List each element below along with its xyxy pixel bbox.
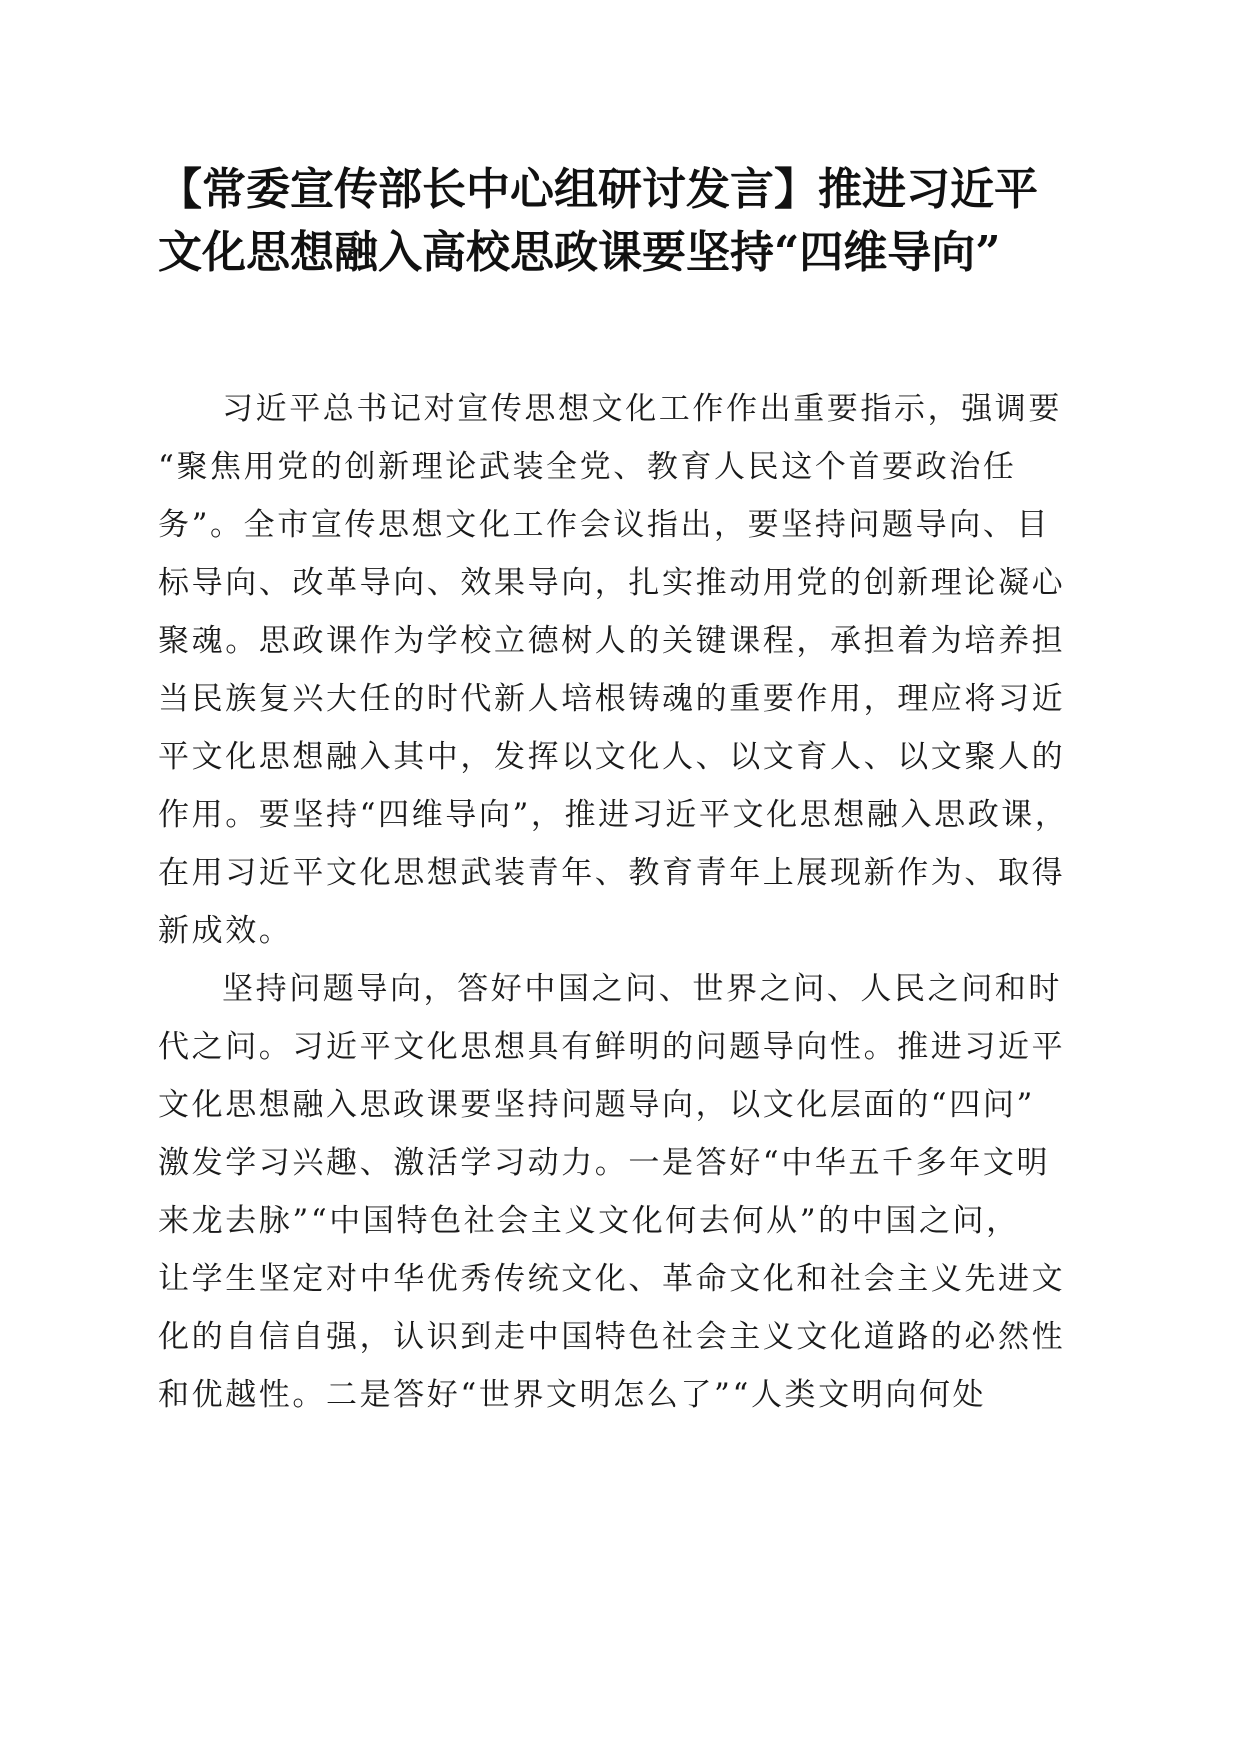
paragraph-line: 务”。全市宣传思想文化工作会议指出，要坚持问题导向、目 (158, 507, 1051, 543)
paragraph (158, 960, 1088, 1424)
paragraph-line: 作用。要坚持“四维导向”，推进习近平文化思想融入思政课， (158, 797, 1069, 833)
paragraph-line: 平文化思想融入其中，发挥以文化人、以文育人、以文聚人的 (158, 739, 1066, 775)
paragraph-line: 习近平总书记对宣传思想文化工作作出重要指示，强调要 (222, 391, 1062, 427)
title-line: 文化思想融入高校思政课要坚持“四维导向” (158, 227, 1001, 278)
paragraph-line: 激发学习兴趣、激活学习动力。一是答好“中华五千多年文明 (158, 1145, 1051, 1181)
paragraph-line: 聚魂。思政课作为学校立德树人的关键课程，承担着为培养担 (158, 623, 1066, 659)
paragraph-line: 化的自信自强，认识到走中国特色社会主义文化道路的必然性 (158, 1319, 1066, 1355)
paragraph-line: 标导向、改革导向、效果导向，扎实推动用党的创新理论凝心 (158, 565, 1066, 601)
paragraph-line: 当民族复兴大任的时代新人培根铸魂的重要作用，理应将习近 (158, 681, 1066, 717)
paragraph (158, 380, 1088, 960)
paragraph-line: 在用习近平文化思想武装青年、教育青年上展现新作为、取得 (158, 855, 1066, 891)
document-title (158, 158, 1088, 284)
paragraph-line: 让学生坚定对中华优秀传统文化、革命文化和社会主义先进文 (158, 1261, 1066, 1297)
title-line: 【常委宣传部长中心组研讨发言】推进习近平 (158, 164, 1038, 215)
paragraph-line: 和优越性。二是答好“世界文明怎么了”“人类文明向何处 (158, 1377, 987, 1413)
paragraph-line: 新成效。 (158, 913, 293, 949)
paragraph-line: 文化思想融入思政课要坚持问题导向，以文化层面的“四问” (158, 1087, 1035, 1123)
paragraph-line: 来龙去脉”“中国特色社会主义文化何去何从”的中国之问， (158, 1203, 1020, 1239)
document-body (158, 380, 1088, 1424)
paragraph-line: 坚持问题导向，答好中国之问、世界之问、人民之问和时 (222, 971, 1062, 1007)
paragraph-line: 代之问。习近平文化思想具有鲜明的问题导向性。推进习近平 (158, 1029, 1066, 1065)
paragraph-line: “聚焦用党的创新理论武装全党、教育人民这个首要政治任 (158, 449, 1017, 485)
